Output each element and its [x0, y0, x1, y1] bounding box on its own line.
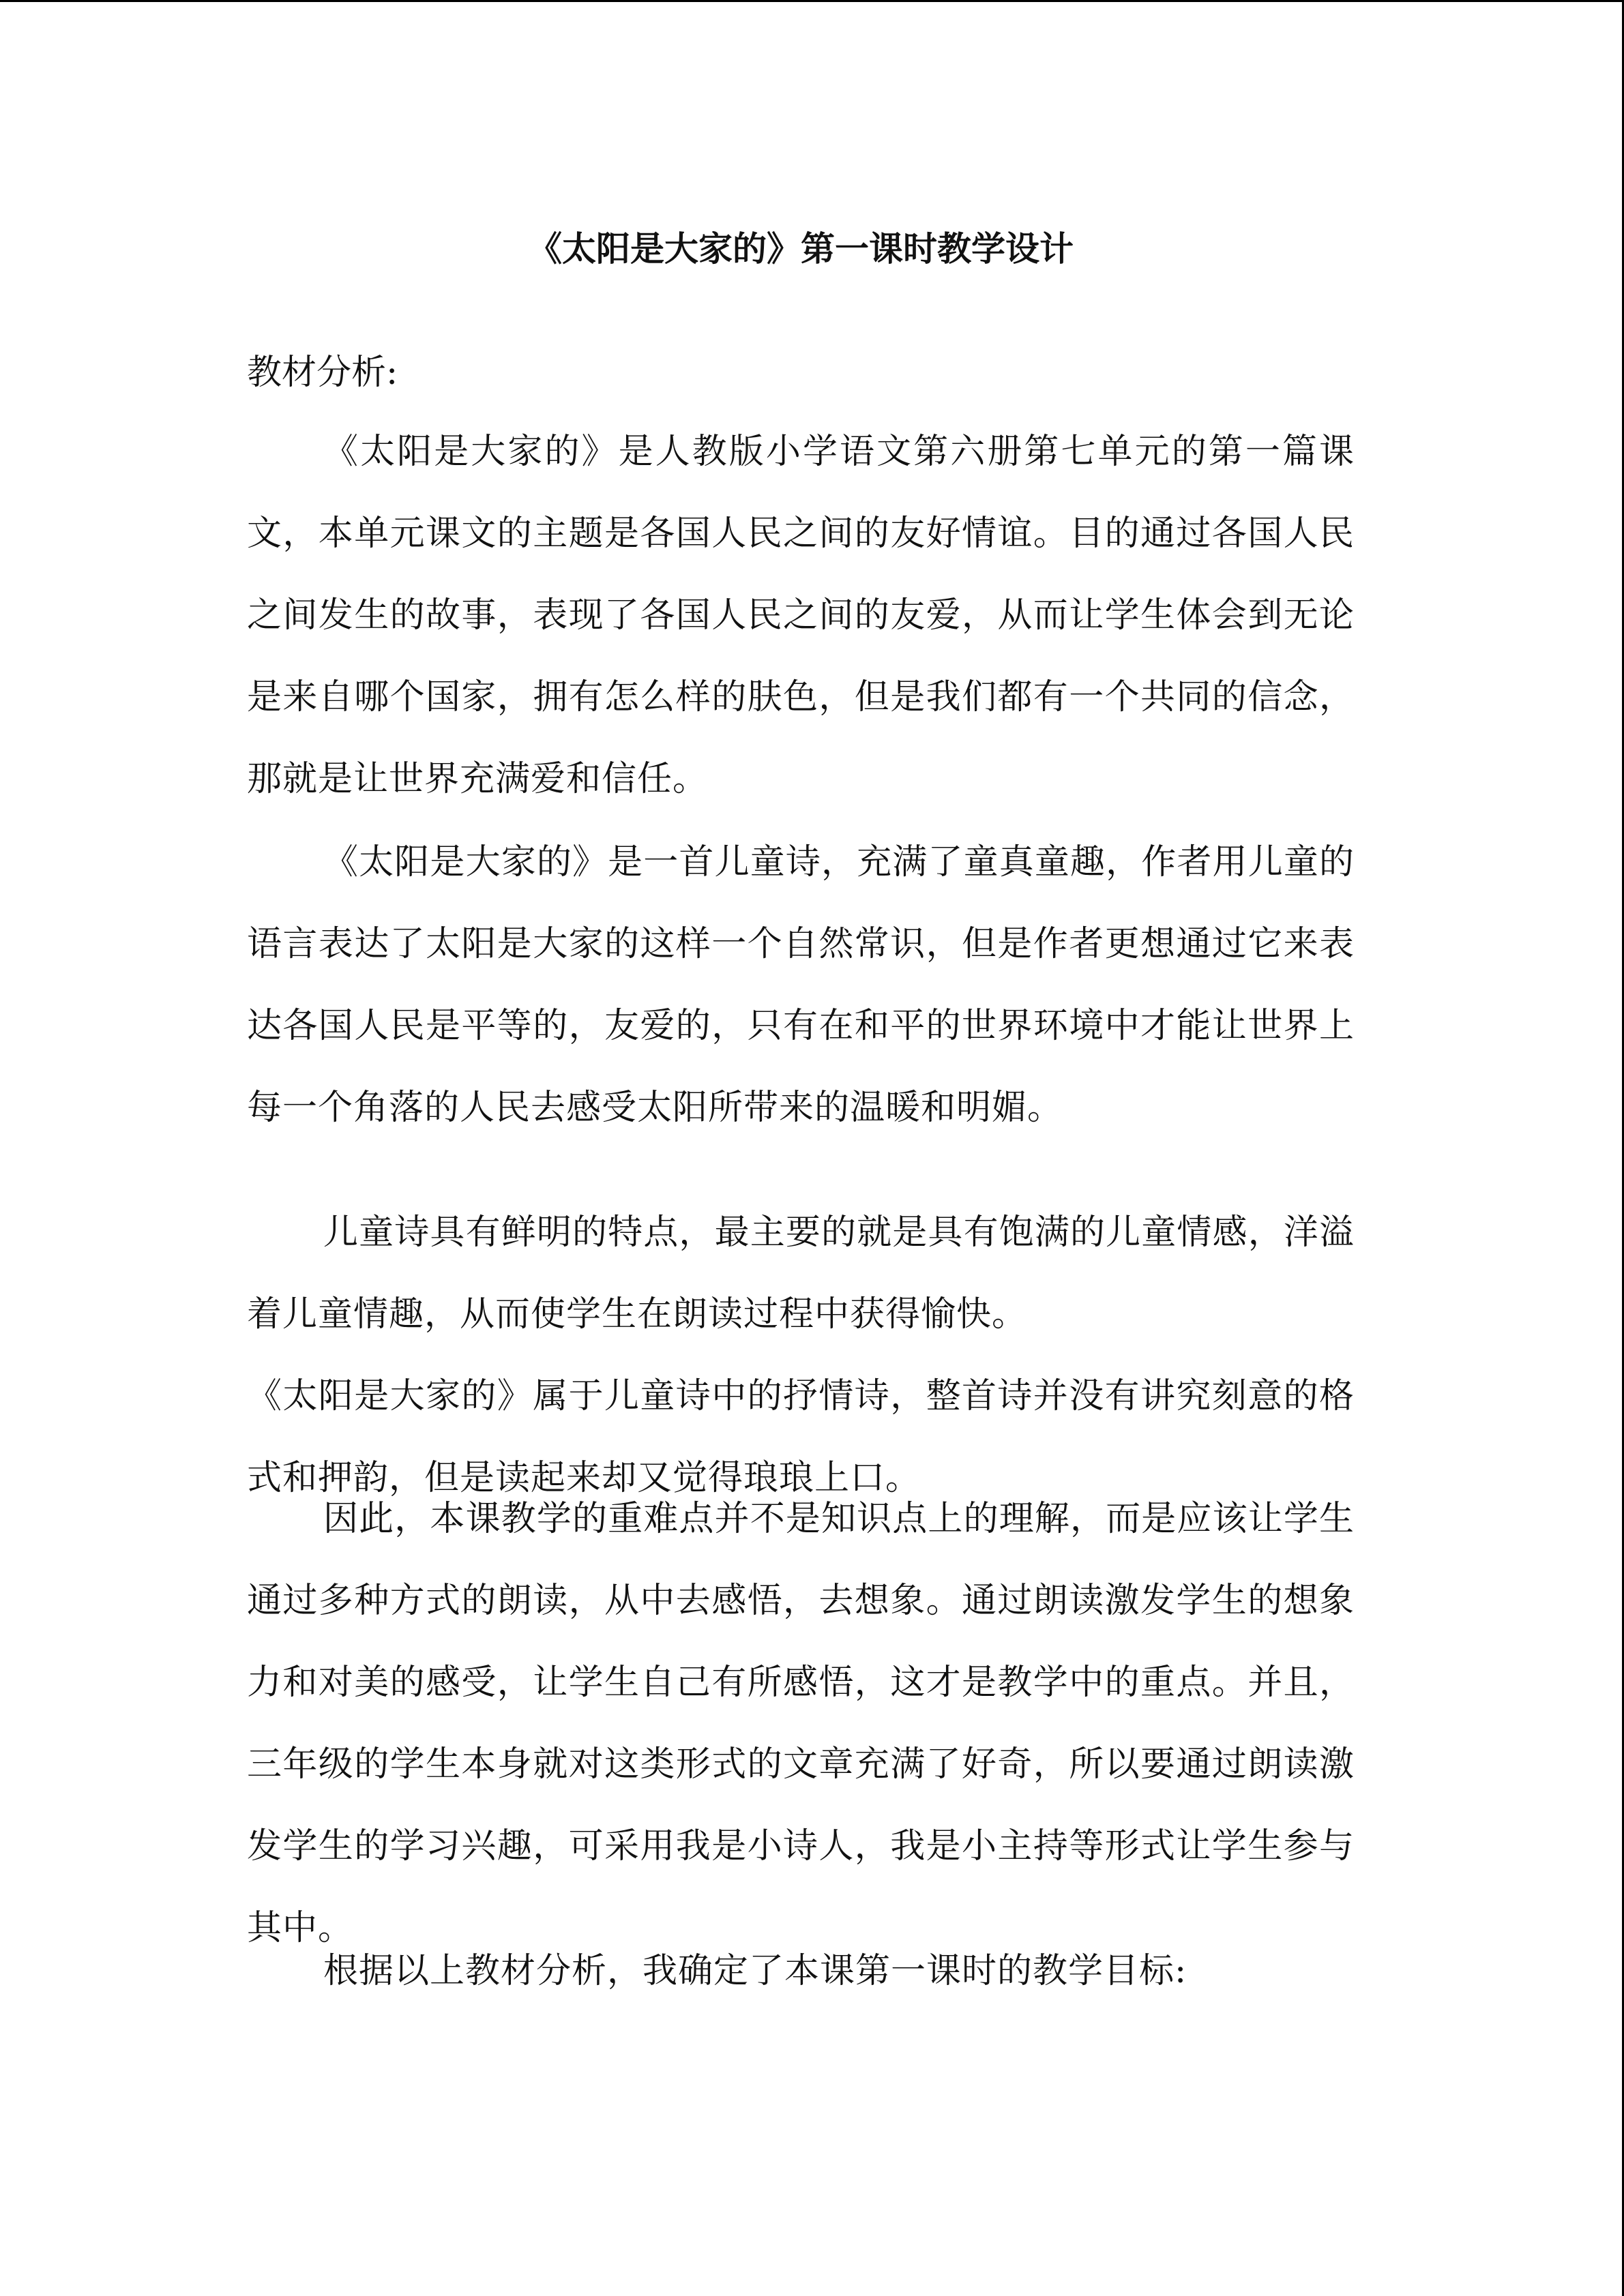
section-heading: 教材分析:: [247, 353, 398, 393]
paragraph: 《太阳是大家的》属于儿童诗中的抒情诗，整首诗并没有讲究刻意的格式和押韵，但是读起来却又觉得琅琅上口。: [247, 1376, 1355, 1498]
paragraph: 《太阳是大家的》是一首儿童诗，充满了童真童趣，作者用儿童的语言表达了太阳是大家的这样一个自然常识，但是作者更想通过它来表达各国人民是平等的，友爱的，只有在和平的世界环境中才能让世界上每一个角落的人民去感受太阳所带来的温暖和明媚。: [247, 842, 1355, 1128]
paragraph: 根据以上教材分析，我确定了本课第一课时的教学目标:: [323, 1951, 1187, 1991]
paragraph: 儿童诗具有鲜明的特点，最主要的就是具有饱满的儿童情感，洋溢着儿童情趣，从而使学生在朗读过程中获得愉快。: [247, 1212, 1355, 1335]
paragraph: 因此，本课教学的重难点并不是知识点上的理解，而是应该让学生通过多种方式的朗读，从中去感悟，去想象。通过朗读激发学生的想象力和对美的感受，让学生自己有所感悟，这才是教学中的重点。并且，三年级的学生本身就对这类形式的文章充满了好奇，所以要通过朗读激发学生的学习兴趣，可采用我是小诗人，我是小主持等形式让学生参与其中。: [247, 1499, 1355, 1948]
document-title: 《太阳是大家的》第一课时教学设计: [528, 229, 1074, 269]
paragraph: 《太阳是大家的》是人教版小学语文第六册第七单元的第一篇课文，本单元课文的主题是各国人民之间的友好情谊。目的通过各国人民之间发生的故事，表现了各国人民之间的友爱，从而让学生体会到无论是来自哪个国家，拥有怎么样的肤色，但是我们都有一个共同的信念，那就是让世界充满爱和信任。: [247, 432, 1355, 799]
